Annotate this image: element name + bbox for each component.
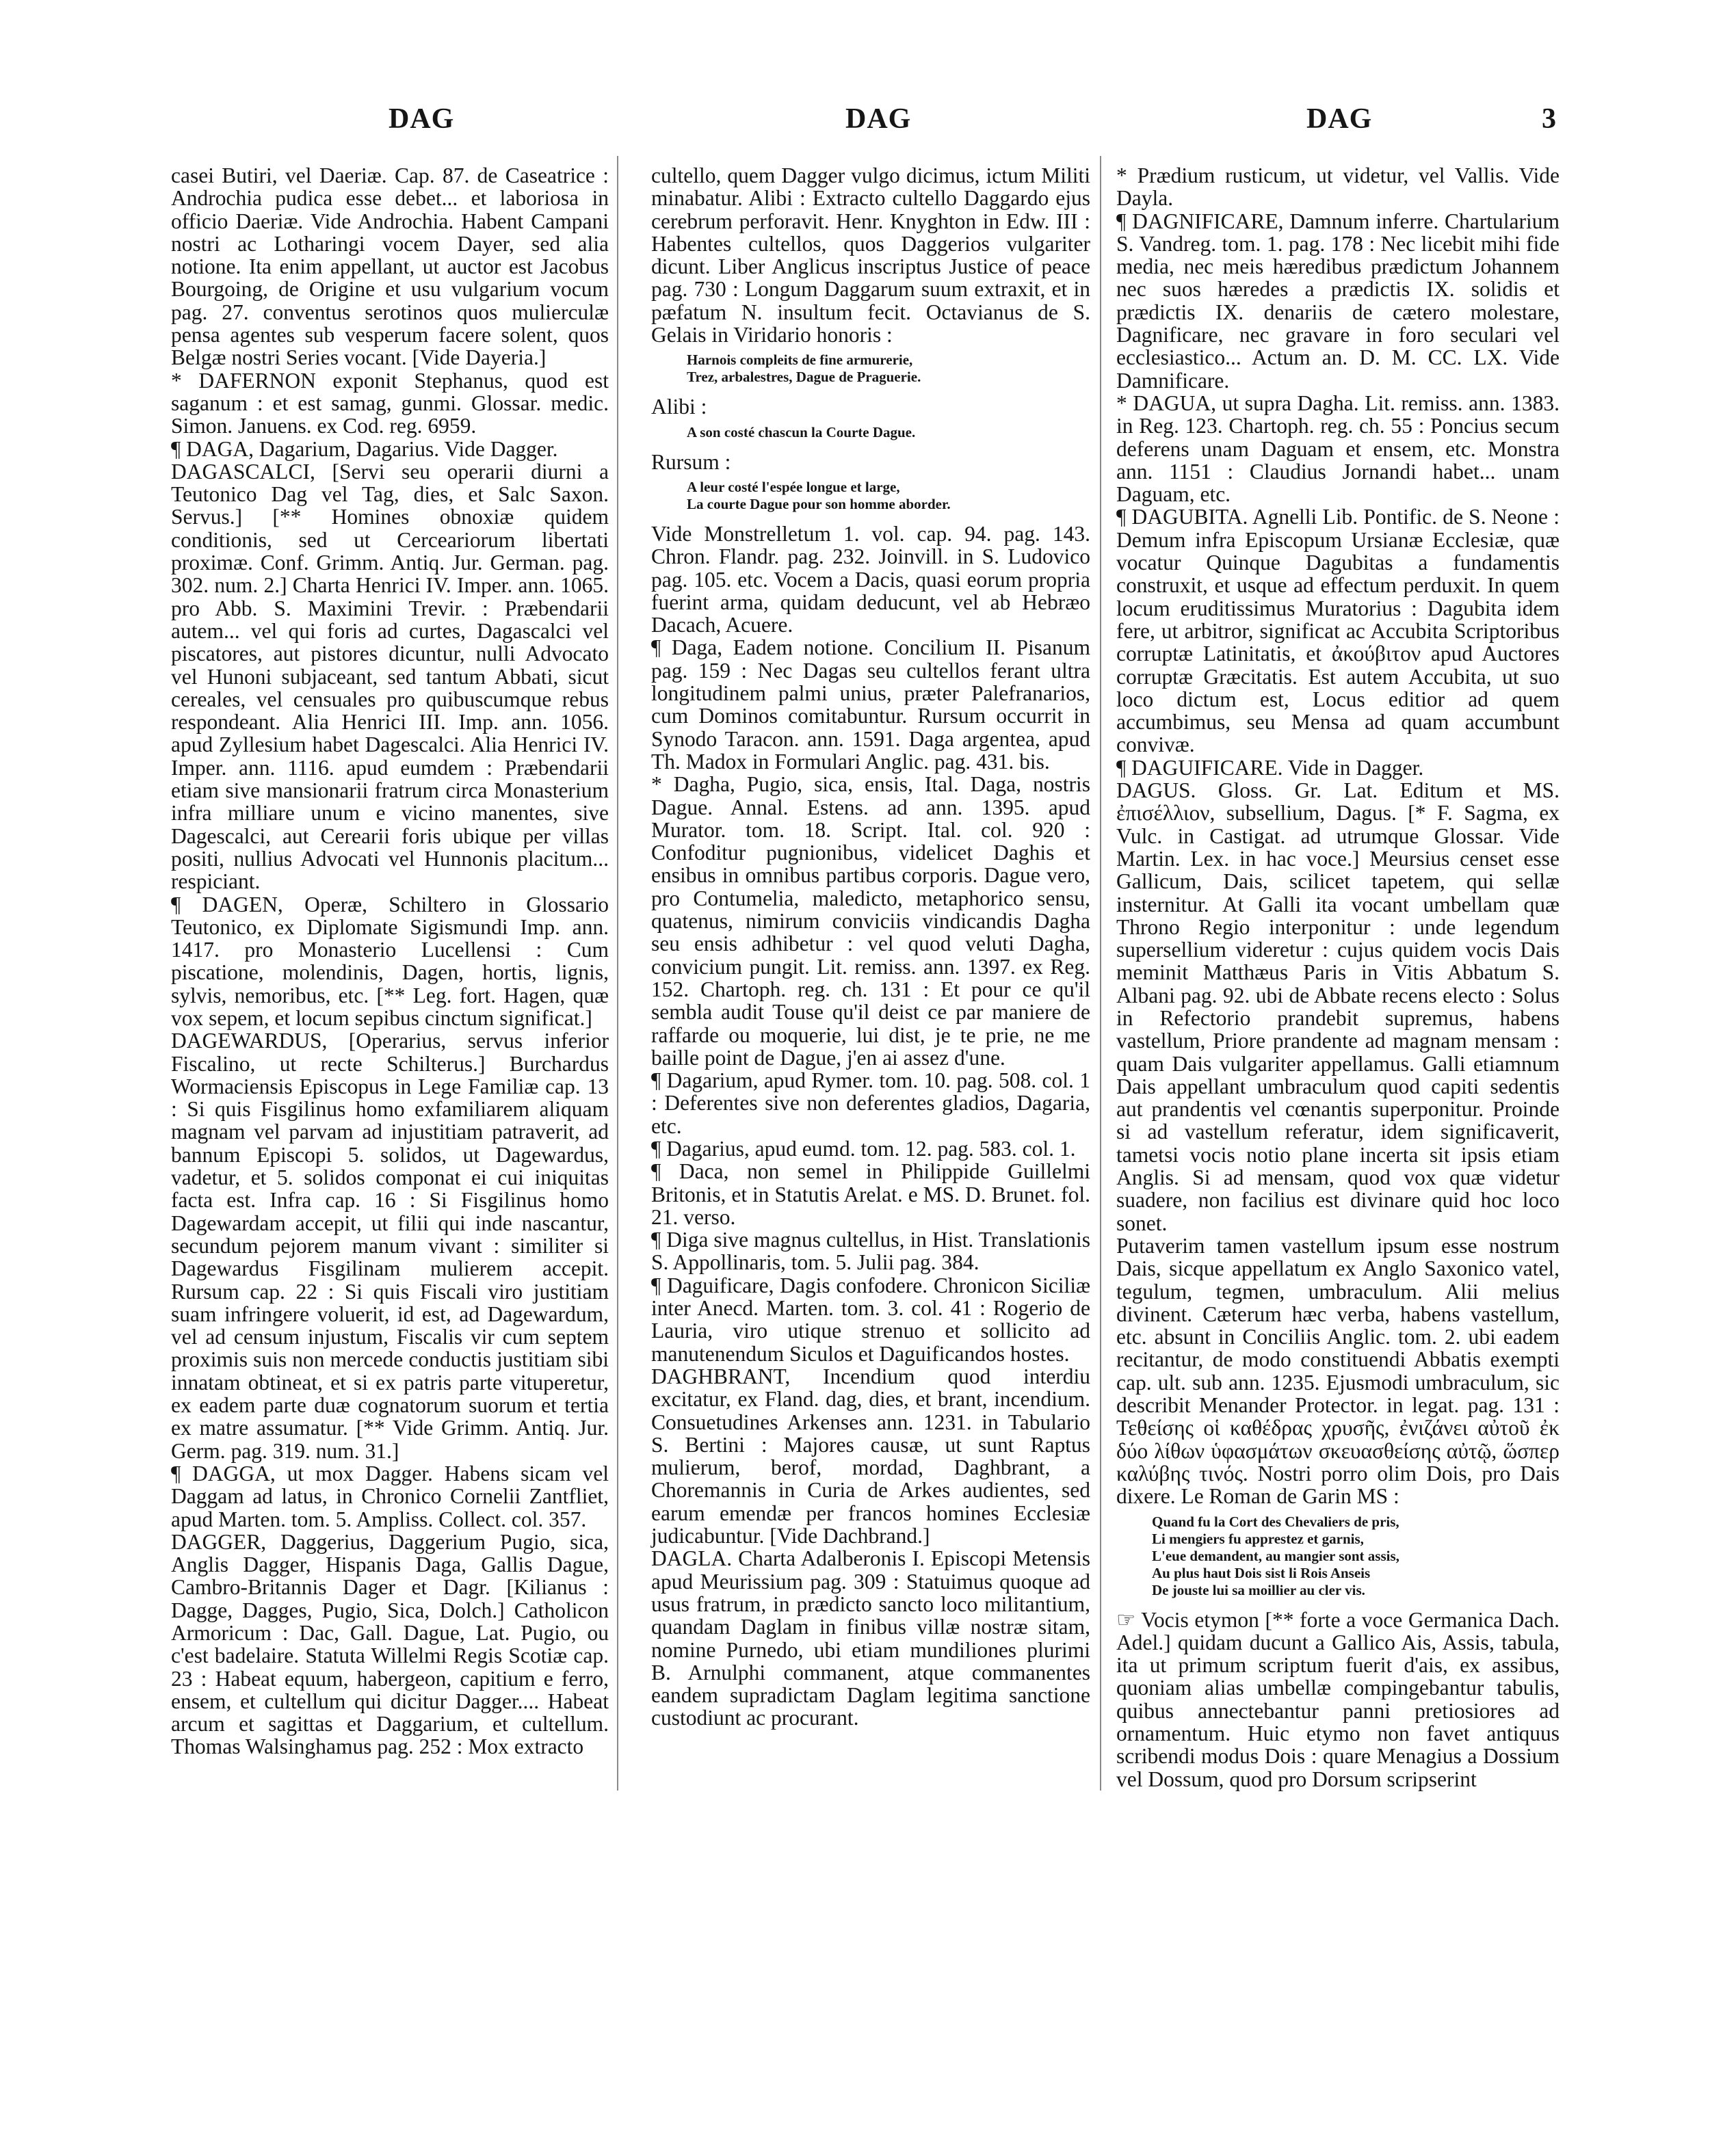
column-middle xyxy=(651,164,1090,1730)
running-head-center: DAG xyxy=(845,103,912,135)
entry-dagla: DAGLA. Charta Adalberonis I. Episcopi Metensis apud Meurissium pag. 309 : Statuimus quoque ad usus fratrum, in prædicto sancto loco militantium, quandam Daglam in finibus villæ nostræ sitam, nomine Purnedo, ubi etiam mundiliones plurimi B. Arnulphi commanent, atque commanentes eandem supradictam Daglam legitima sanctione custodiunt ac procurant. xyxy=(651,1546,1090,1730)
entry-daca: ¶ Daca, non semel in Philippide Guillelmi Britonis, et in Statutis Arelat. e MS. D. Brunet. fol. 21. verso. xyxy=(651,1159,1090,1229)
connector-text: Alibi : xyxy=(651,395,707,419)
verse-line: A leur costé l'espée longue et large, xyxy=(687,478,900,495)
entry-dagua: * DAGUA, ut supra Dagha. Lit. remiss. ann. 1383. in Reg. 123. Chartoph. reg. ch. 55 : Poncius secum deferens unam Daguam et ensem, etc. Monstra ann. 1151 : Claudius Jornandi habet... unam Daguam, etc. xyxy=(1116,391,1560,507)
column-right xyxy=(1116,164,1560,1791)
entry-paragraph: Vide Monstrelletum 1. vol. cap. 94. pag. 143. Chron. Flandr. pag. 232. Joinvill. in S. Ludovico pag. 105. etc. Vocem a Dacis, quasi eorum propria fuerint arma, quidam deducunt, vel ab Hebræo Dacach, Acuere. xyxy=(651,521,1090,637)
entry-dagubita: ¶ DAGUBITA. Agnelli Lib. Pontific. de S. Neone : Demum infra Episcopum Ursianæ Ecclesiæ, quæ vocatur Quinque Dagubitas a fundamentis construxit, et usque ad effectum perduxit. In quem locum eruditissimus Muratorius : Dagubita idem fere, ut arbitror, significat ac Accubita Scriptoribus corruptæ Latinitatis, et ἀκούβιτον apud Auctores corruptæ Græcitatis. Est autem Accubita, ut suo loco dictum est, Locus editior ad quem accumbimus, seu Mensa ad quam accumbunt convivæ. xyxy=(1116,505,1560,757)
entry-diga: ¶ Diga sive magnus cultellus, in Hist. Translationis S. Appollinaris, tom. 5. Julii pag. 384. xyxy=(651,1228,1090,1275)
connector-text: Rursum : xyxy=(651,449,731,474)
entry-dagewardus: DAGEWARDUS, [Operarius, servus inferior Fiscalino, ut recte Schilterus.] Burchardus Wormaciensis Episcopus in Lege Familiæ cap. 13 : Si quis Fisgilinus homo exfamiliarem aliquam magnam vel parvam ad injustitiam patraverit, ad bannum Episcopi 5. solidos, ut Dagewardus, vadetur, et 5. solidos componat ei cui iniquitas facta est. Infra cap. 16 : Si Fisgilinus homo Dagewardam accepit, ut filii qui inde nascantur, secundum pejorem manum vivant : similiter si Dagewardus Fisgilinam mulierem accepit. Rursum cap. 22 : Si quis Fiscali viro justitiam suam infringere voluerit, id est, ad Dagewardum, vel ad censum injustum, Fiscalis vir cum septem proximis suis non mercede conductis justitiam sibi innatam obtineat, et si ex patris parte vituperetur, ex eadem parte duæ cognatorum suorum et tertia ex matre assumatur. [** Vide Grimm. Antiq. Jur. Germ. pag. 319. num. 31.] xyxy=(171,1029,609,1463)
entry-paragraph: Putaverim tamen vastellum ipsum esse nostrum Dais, sicque appellatum ex Anglo Saxonico vatel, tegulum, tegmen, umbraculum. Alii melius divinent. Cæterum hæc verba, habens vastellum, etc. absunt in Conciliis Anglic. tom. 2. ubi eadem recitantur, de modo constituendi Abbatis exempti cap. ult. sub ann. 1235. Ejusmodi umbraculum, sic describit Menander Protector. in legat. pag. 131 : Τεθείσης οἱ καθέδρας χρυσῆς, ἐνιζάνει αὐτοῦ ἐκ δύο λίθων ὑφασμάτων σκευασθείσης αὐτῷ, ὥσπερ καλύβης τινός. Nostri porro olim Dois, pro Dais dixere. Le Roman de Garin MS : xyxy=(1116,1233,1560,1509)
column-rule-2 xyxy=(1100,156,1101,1791)
verse-line: A son costé chascun la Courte Dague. xyxy=(687,423,916,440)
verse-line: Au plus haut Dois sist li Rois Anseis xyxy=(1152,1564,1371,1581)
entry-dagarium: ¶ Dagarium, apud Rymer. tom. 10. pag. 508. col. 1 : Deferentes sive non deferentes gladios, Dagaria, etc. xyxy=(651,1068,1090,1138)
entry-dagarius: ¶ Dagarius, apud eumd. tom. 12. pag. 583. col. 1. xyxy=(651,1136,1076,1161)
column-left xyxy=(171,164,609,1758)
verse-line: Li mengiers fu apprestez et garnis, xyxy=(1152,1530,1364,1547)
entry-dagus: DAGUS. Gloss. Gr. Lat. Editum et MS. ἐπισέλλιον, subsellium, Dagus. [* F. Sagma, ex Vulc. in Castigat. ad utrumque Glossar. Vide Martin. Lex. in hac voce.] Meursius censet esse Gallicum, Dais, scilicet tapetem, qui sellæ insternitur. At Galli ita vocant umbellam quæ Throno Regio interponitur : unde legendum supersellium videretur : cujus quidem vocis Dais meminit Matthæus Paris in Vitis Abbatum S. Albani pag. 92. ubi de Abbate recens electo : Solus in Refectorio prandebit supremus, habens vastellum, Priore prandente ad magnam mensam : quam Dais vulgariter appellamus. Galli etiamnum Dais appellant umbraculum quod capiti sedentis aut prandentis vel cœnantis superponitur. Proinde si ad vastellum referatur, idem significaverit, tametsi vocis notio plane incerta sit ipsis etiam Anglis. Si ad mensam, quod vox quæ videtur suadere, non facilius est divinare quid hoc loco sonet. xyxy=(1116,778,1560,1235)
running-head-left: DAG xyxy=(389,103,455,135)
verse-line: Quand fu la Cort des Chevaliers de pris, xyxy=(1152,1513,1399,1530)
verse-line: L'eue demandent, au mangier sont assis, xyxy=(1152,1547,1399,1564)
verse-line: De jouste lui sa moillier au cler vis. xyxy=(1152,1581,1365,1598)
running-head-right: DAG xyxy=(1306,103,1373,135)
entry-paragraph: casei Butiri, vel Daeriæ. Cap. 87. de Caseatrice : Androchia pudica esse debet... et laboriosa in officio Daeriæ. Vide Androchia. Habent Campani nostri ac Lotharingi vocem Dayer, sed alia notione. Ita enim appellant, ut auctor est Jacobus Bourgoing, de Origine et usu vulgarium vocum pag. 27. conventus serotinos quos mulierculæ pensa agentes sub vesperum facere solent, quos Belgæ nostri Series vocant. [Vide Dayeria.] xyxy=(171,163,609,370)
entry-daghbrant: DAGHBRANT, Incendium quod interdiu excitatur, ex Fland. dag, dies, et brant, incendium. Consuetudines Arkenses ann. 1231. in Tabulario S. Bertini : Majores causæ, ut sunt Raptus mulierum, berof, mordad, Daghbrant, a Choremannis in Curia de Arkes audientes, sed earum emendæ per francos homines Ecclesiæ judicabuntur. [Vide Dachbrand.] xyxy=(651,1364,1090,1548)
verse-quote xyxy=(651,424,1090,441)
entry-daguificare-ref: ¶ DAGUIFICARE. Vide in Dagger. xyxy=(1116,755,1424,780)
entry-dagen: ¶ DAGEN, Operæ, Schiltero in Glossario Teutonico, ex Diplomate Sigismundi Imp. ann. 1417. pro Monasterio Lucellensi : Cum piscatione, molendinis, Dagen, hortis, lignis, sylvis, nemoribus, etc. [** Leg. fort. Hagen, quæ vox sepem, et locum sepibus cinctum significat.] xyxy=(171,892,609,1030)
entry-paragraph: cultello, quem Dagger vulgo dicimus, ictum Militi minabatur. Alibi : Extracto cultello Daggardo ejus cerebrum perforavit. Henr. Knyghton in Edw. III : Habentes cultellos, quos Daggerios vulgariter dicunt. Liber Anglicus inscriptus Justice of peace pag. 730 : Longum Daggarum suum extraxit, et in pæfatum N. insultum fecit. Octavianus de S. Gelais in Viridario honoris : xyxy=(651,163,1090,347)
verse-quote xyxy=(651,352,1090,386)
verse-quote xyxy=(651,479,1090,513)
entry-daga-2: ¶ Daga, Eadem notione. Concilium II. Pisanum pag. 159 : Nec Dagas seu cultellos ferant ultra longitudinem palmi unius, præter Palefranarios, cum Dominos comitabuntur. Rursum occurrit in Synodo Taracon. ann. 1591. Daga argentea, apud Th. Madox in Formulari Anglic. pag. 431. bis. xyxy=(651,635,1090,774)
verse-line: Harnois compleits de fine armurerie, xyxy=(687,352,913,369)
entry-paragraph: * Prædium rusticum, ut videtur, vel Vallis. Vide Dayla. xyxy=(1116,163,1560,211)
entry-dagger: DAGGER, Daggerius, Daggerium Pugio, sica, Anglis Dagger, Hispanis Daga, Gallis Dague, Cambro-Britannis Dager et Dagr. [Kilianus : Dagge, Dagges, Pugio, Sica, Dolch.] Catholicon Armoricum : Dac, Gall. Dague, Lat. Pugio, ou c'est badelaire. Statuta Willelmi Regis Scotiæ cap. 23 : Habeat equum, habergeon, capitium e ferro, ensem, et cultellum qui dicitur Dagger.... Habeat arcum et sagittas et Daggarium, et cultellum. Thomas Walsinghamus pag. 252 : Mox extracto xyxy=(171,1529,609,1759)
entry-dagascalci: DAGASCALCI, [Servi seu operarii diurni a Teutonico Dag vel Tag, dies, et Salc Saxon. Servus.] [** Homines obnoxiæ quidem conditionis, sed ut Cerceariorum libertati proximæ. Conf. Grimm. Antiq. Jur. German. pag. 302. num. 2.] Charta Henrici IV. Imper. ann. 1065. pro Abb. S. Maximini Trevir. : Præbendarii autem... vel qui foris ad curtes, Dagascalci vel piscatores, aut pistores dicuntur, nulli Advocato vel Hunoni subjaceant, sed tantum Abbati, sicut cereales, vel censuales pro quibuscumque rebus respondeant. Alia Henrici III. Imp. ann. 1056. apud Zyllesium habet Dagescalci. Alia Henrici IV. Imper. ann. 1116. apud eumdem : Præbendarii etiam sive mansionarii fratrum circa Monasterium infra milliare unum e vicino manentes, sive Dagescalci, aut Cerearii foris ubique per villas positi, nullius Advocati vel Hunnonis placitum... respiciant. xyxy=(171,459,609,894)
verse-quote xyxy=(1116,1514,1560,1599)
verse-line: La courte Dague pour son homme aborder. xyxy=(687,495,951,512)
verse-line: Trez, arbalestres, Dague de Praguerie. xyxy=(687,369,921,386)
entry-dagha: * Dagha, Pugio, sica, ensis, Ital. Daga, nostris Dague. Annal. Estens. ad ann. 1395. apud Murator. tom. 18. Script. Ital. col. 920 : Confoditur pugnionibus, videlicet Daghis et ensibus in omnibus partibus corporis. Dague vero, pro Contumelia, maledicto, metaphorico sensu, quatenus, nimirum conviciis vindicandis Dagha seu ensis adhibetur : vel quod veluti Dagha, convicium pungit. Lit. remiss. ann. 1397. ex Reg. 152. Chartoph. reg. ch. 131 : Et pour ce qu'il sembla audit Touse qu'il deist ce par maniere de raffarde ou moquerie, lui dist, je te prie, ne me baille point de Dague, j'en ai assez d'une. xyxy=(651,772,1090,1070)
entry-paragraph: ☞ Vocis etymon [** forte a voce Germanica Dach. Adel.] quidam ducunt a Gallico Ais, Assis, tabula, ita ut primum scriptum fuerit d'ais, ex assibus, quoniam alias umbellæ compingebantur tabulis, quibus annectebantur panni pretiosiores ad ornamentum. Huic etymo non favet antiquus scribendi modus Dois : quare Menagius a Dossium vel Dossum, quod pro Dorsum scripserint xyxy=(1116,1607,1560,1791)
page-number: 3 xyxy=(1542,103,1557,135)
entry-daguificare: ¶ Daguificare, Dagis confodere. Chronicon Siciliæ inter Anecd. Marten. tom. 3. col. 41 : Rogerio de Lauria, viro utique strenuo et sollicito ad manutenendum Siculos et Daguificandos hostes. xyxy=(651,1273,1090,1366)
entry-dagnificare: ¶ DAGNIFICARE, Damnum inferre. Chartularium S. Vandreg. tom. 1. pag. 178 : Nec licebit mihi fide media, nec meis hæredibus prædictum Johannem nec suos hæredes a prædictis IX. solidis et prædictis IX. denariis de cætero molestare, Dagnificare, nec gravare in foro seculari vel ecclesiastico... Actum an. D. M. CC. LX. Vide Damnificare. xyxy=(1116,209,1560,393)
column-rule-1 xyxy=(617,156,618,1791)
entry-dagga: ¶ DAGGA, ut mox Dagger. Habens sicam vel Daggam ad latus, in Chronico Cornelii Zantfliet, apud Marten. tom. 5. Ampliss. Collect. col. 357. xyxy=(171,1461,609,1531)
entry-dafernon: * DAFERNON exponit Stephanus, quod est saganum : et est samag, gunmi. Glossar. medic. Simon. Januens. ex Cod. reg. 6959. xyxy=(171,368,609,438)
entry-daga: ¶ DAGA, Dagarium, Dagarius. Vide Dagger. xyxy=(171,436,558,461)
